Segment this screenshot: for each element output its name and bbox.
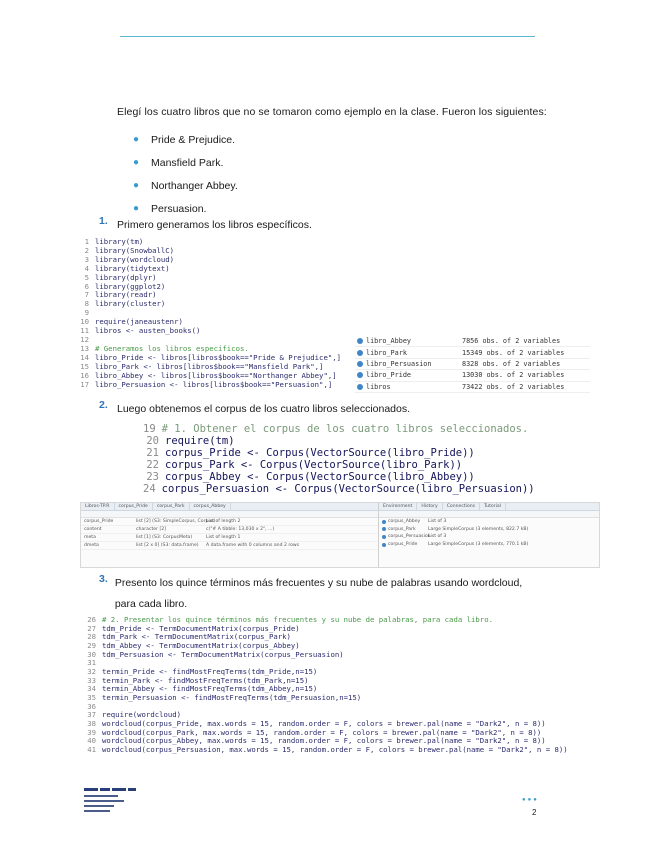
viewer-cell: list [1] (S3: CorpusMeta)	[136, 535, 193, 540]
viewer-cell: list [2 x 0] (S3: data.frame)	[136, 543, 199, 548]
code-text: library(tidytext)	[95, 263, 170, 273]
step-text: Presento los quince términos más frecuentes y su nube de palabras usando wordcloud, para cada libro.	[114, 577, 523, 610]
viewer-cell: content	[84, 527, 102, 532]
code-line	[143, 472, 513, 484]
object-name: libros	[366, 382, 391, 391]
environment-row[interactable]	[379, 541, 600, 549]
viewer-cell: dmeta	[84, 543, 99, 548]
line-number: 30	[87, 649, 96, 659]
environment-cell: Large SimpleCorpus (3 elements, 822.7 kB)	[428, 526, 529, 532]
code-block-libraries	[80, 238, 355, 390]
environment-cell: corpus_Persuasion	[388, 534, 431, 540]
book-list	[133, 128, 238, 220]
code-text: tdm_Pride <- TermDocumentMatrix(corpus_Pride)	[102, 623, 300, 633]
line-number: 28	[87, 632, 96, 642]
book-title: Northanger Abbey.	[151, 179, 238, 192]
code-text: libro_Pride <- libros[libros$book=="Pride & Prejudice",]	[95, 352, 342, 362]
line-number: 38	[87, 718, 96, 728]
data-viewer-pane	[81, 503, 379, 568]
bullet-icon: ●	[133, 157, 140, 168]
list-item	[133, 128, 238, 151]
line-number: 40	[87, 736, 96, 746]
line-number: 12	[80, 334, 89, 344]
line-number: 31	[87, 658, 96, 668]
line-number: 7	[84, 290, 89, 300]
step-1	[99, 215, 312, 236]
line-number: 8	[84, 299, 89, 309]
object-summary: 73422 obs. of 2 variables	[462, 382, 565, 391]
environment-cell: corpus_Pride	[388, 542, 418, 548]
line-number: 4	[84, 263, 89, 273]
bullet-icon: ●	[133, 203, 140, 214]
code-text: library(ggplot2)	[95, 281, 166, 291]
object-summary: 15349 obs. of 2 variables	[462, 348, 565, 357]
environment-toolbar	[379, 511, 600, 518]
tab[interactable]: Libros-TP.R	[81, 503, 115, 510]
line-number: 29	[87, 640, 96, 650]
viewer-cell: List of length 2	[206, 519, 241, 524]
book-title: Mansfield Park.	[151, 156, 224, 169]
book-title: Persuasion.	[151, 202, 207, 215]
code-text: require(janeaustenr)	[95, 317, 183, 327]
step-text: Luego obtenemos el corpus de los cuatro libros seleccionados.	[117, 403, 411, 415]
code-text: library(dplyr)	[95, 272, 157, 282]
step-number: 3.	[99, 573, 108, 585]
viewer-cell: character [2]	[136, 527, 166, 532]
object-icon	[382, 543, 386, 547]
environment-row[interactable]	[355, 370, 590, 381]
line-number: 41	[87, 744, 96, 754]
code-text: library(cluster)	[95, 299, 166, 309]
line-number: 13	[80, 343, 89, 353]
university-logo	[84, 788, 144, 816]
step-text: Primero generamos los libros específicos.	[117, 219, 312, 231]
viewer-cell: list [2] (S3: SimpleCorpus, Corpus)	[136, 519, 216, 524]
code-text: libro_Park <- libros[libros$book=="Mansfield Park",]	[95, 361, 324, 371]
line-number: 24	[143, 482, 156, 495]
step-3	[99, 573, 539, 615]
viewer-cell: meta	[84, 535, 96, 540]
environment-cell: List of 3	[428, 519, 447, 525]
line-number: 10	[80, 317, 89, 327]
viewer-row[interactable]	[81, 534, 378, 542]
intro-text: Elegí los cuatro libros que no se tomaron como ejemplo en la clase. Fueron los siguientes:	[117, 106, 547, 118]
line-number: 17	[80, 379, 89, 389]
rstudio-screenshot	[80, 502, 600, 568]
code-text: wordcloud(corpus_Pride, max.words = 15, random.order = F, colors = brewer.pal(name = "Dark2", n = 8))	[102, 718, 546, 728]
code-text: library(wordcloud)	[95, 254, 175, 264]
tab[interactable]: corpus_Park	[153, 503, 190, 510]
line-number: 35	[87, 692, 96, 702]
code-line	[143, 482, 535, 496]
decorative-dots-icon: ●●●	[522, 797, 539, 803]
code-text: corpus_Pride <- Corpus(VectorSource(libro_Pride))	[165, 446, 475, 459]
list-item	[133, 151, 238, 174]
header-rule	[120, 36, 535, 37]
line-number: 27	[87, 623, 96, 633]
environment-row[interactable]	[355, 382, 590, 393]
code-text: libros <- austen_books()	[95, 326, 201, 336]
object-name: libro_Park	[366, 348, 407, 357]
code-line	[80, 694, 595, 703]
line-number: 19	[143, 423, 156, 435]
line-number: 26	[87, 615, 96, 624]
viewer-row[interactable]	[81, 518, 378, 526]
code-text: tdm_Park <- TermDocumentMatrix(corpus_Park)	[102, 632, 291, 642]
object-icon	[357, 361, 363, 367]
code-text: require(tm)	[165, 434, 235, 447]
code-text: libro_Abbey <- libros[libros$book=="Northanger Abbey",]	[95, 370, 337, 380]
tab[interactable]: Connections	[443, 503, 480, 510]
step-number: 1.	[99, 215, 108, 227]
environment-row[interactable]	[379, 526, 600, 534]
line-number: 6	[84, 281, 89, 291]
line-number: 5	[84, 272, 89, 282]
environment-cell: List of 3	[428, 534, 447, 540]
code-line	[143, 448, 513, 460]
viewer-row[interactable]	[81, 526, 378, 534]
object-icon	[357, 350, 363, 356]
code-text: # Generamos los libros específicos.	[95, 343, 249, 353]
line-number: 33	[87, 675, 96, 685]
bullet-icon: ●	[133, 180, 140, 191]
code-text: termin_Abbey <- findMostFreqTerms(tdm_Abbey,n=15)	[102, 684, 318, 694]
object-summary: 7856 obs. of 2 variables	[462, 337, 561, 346]
code-text: wordcloud(corpus_Abbey, max.words = 15, random.order = F, colors = brewer.pal(name = "Dark2", n = 8))	[102, 736, 546, 746]
code-text: require(wordcloud)	[102, 710, 182, 720]
object-icon	[357, 338, 363, 344]
tab[interactable]: Tutorial	[480, 503, 506, 510]
environment-panel	[355, 336, 590, 394]
object-icon	[357, 384, 363, 390]
code-text: termin_Pride <- findMostFreqTerms(tdm_Pride,n=15)	[102, 666, 318, 676]
code-line	[80, 300, 355, 309]
tab[interactable]: corpus_Pride	[115, 503, 153, 510]
object-icon	[382, 527, 386, 531]
line-number: 32	[87, 666, 96, 676]
line-number: 20	[146, 434, 159, 447]
environment-row[interactable]	[379, 533, 600, 541]
code-text: # 2. Presentar los quince términos más frecuentes y su nube de palabras, para cada libro.	[102, 615, 493, 624]
viewer-cell: c("# A tibble: 13,030 x 2", ...)	[206, 527, 275, 532]
code-text: wordcloud(corpus_Park, max.words = 15, random.order = F, colors = brewer.pal(name = "Dark2", n = 8))	[102, 727, 542, 737]
code-text: # 1. Obtener el corpus de los cuatro libros seleccionados.	[161, 423, 529, 435]
object-summary: 8328 obs. of 2 variables	[462, 359, 561, 368]
line-number: 22	[146, 458, 159, 471]
object-name: libro_Persuasion	[366, 359, 432, 368]
object-icon	[382, 535, 386, 539]
code-line	[143, 460, 513, 472]
bullet-icon: ●	[133, 134, 140, 145]
step-2	[99, 399, 410, 420]
code-text: corpus_Persuasion <- Corpus(VectorSource(libro_Persuasion))	[161, 482, 535, 495]
line-number: 9	[84, 308, 89, 318]
viewer-toolbar	[81, 511, 378, 518]
line-number: 3	[84, 254, 89, 264]
code-text: library(SnowballC)	[95, 245, 175, 255]
tab[interactable]: Environment	[379, 503, 417, 510]
tab[interactable]: History	[417, 503, 442, 510]
page-number: 2	[532, 808, 537, 817]
environment-cell: corpus_Park	[388, 526, 416, 532]
environment-cell: corpus_Abbey	[388, 519, 421, 525]
environment-row[interactable]	[355, 336, 590, 347]
code-text: tdm_Persuasion <- TermDocumentMatrix(corpus_Persuasion)	[102, 649, 344, 659]
object-name: libro_Pride	[366, 371, 412, 380]
code-line	[80, 651, 595, 660]
book-title: Pride & Prejudice.	[151, 133, 236, 146]
code-text: termin_Persuasion <- findMostFreqTerms(tdm_Persuasion,n=15)	[102, 692, 362, 702]
code-text: corpus_Abbey <- Corpus(VectorSource(libro_Abbey))	[165, 470, 475, 483]
line-number: 15	[80, 361, 89, 371]
code-text: corpus_Park <- Corpus(VectorSource(libro_Park))	[165, 458, 463, 471]
code-line	[80, 381, 355, 390]
line-number: 23	[146, 470, 159, 483]
line-number: 37	[87, 710, 96, 720]
environment-row[interactable]	[355, 347, 590, 358]
code-text: wordcloud(corpus_Persuasion, max.words = 15, random.order = F, colors = brewer.pal(name = "Dark2", n = 8))	[102, 744, 568, 754]
code-block-wordcloud	[80, 616, 595, 766]
tab[interactable]: corpus_Abbey	[190, 503, 231, 510]
line-number: 1	[84, 237, 89, 246]
code-text: termin_Park <- findMostFreqTerms(tdm_Park,n=15)	[102, 675, 309, 685]
line-number: 16	[80, 370, 89, 380]
line-number: 36	[87, 701, 96, 711]
viewer-cell: A data.frame with 0 columns and 2 rows	[206, 543, 300, 548]
environment-row[interactable]	[355, 359, 590, 370]
line-number: 21	[146, 446, 159, 459]
code-text: library(readr)	[95, 290, 157, 300]
viewer-row[interactable]	[81, 542, 378, 550]
object-icon	[357, 372, 363, 378]
environment-row[interactable]	[379, 518, 600, 526]
line-number: 14	[80, 352, 89, 362]
code-line	[80, 327, 355, 336]
object-summary: 13030 obs. of 2 variables	[462, 371, 565, 380]
line-number: 39	[87, 727, 96, 737]
code-text: libro_Persuasion <- libros[libros$book=="Persuasion",]	[95, 379, 333, 389]
step-number: 2.	[99, 399, 108, 411]
line-number: 2	[84, 245, 89, 255]
code-text: library(tm)	[95, 237, 144, 246]
viewer-cell: List of length 1	[206, 535, 241, 540]
code-block-corpus	[143, 423, 535, 496]
line-number: 11	[80, 326, 89, 336]
code-line	[80, 746, 595, 755]
object-icon	[382, 520, 386, 524]
object-name: libro_Abbey	[366, 337, 412, 346]
line-number: 34	[87, 684, 96, 694]
viewer-cell: corpus_Pride	[84, 519, 114, 524]
list-item	[133, 174, 238, 197]
environment-tabs	[379, 503, 600, 511]
environment-pane	[379, 503, 600, 568]
environment-cell: Large SimpleCorpus (3 elements, 770.1 kB)	[428, 542, 529, 548]
editor-tabs	[81, 503, 378, 511]
code-text: tdm_Abbey <- TermDocumentMatrix(corpus_Abbey)	[102, 640, 300, 650]
